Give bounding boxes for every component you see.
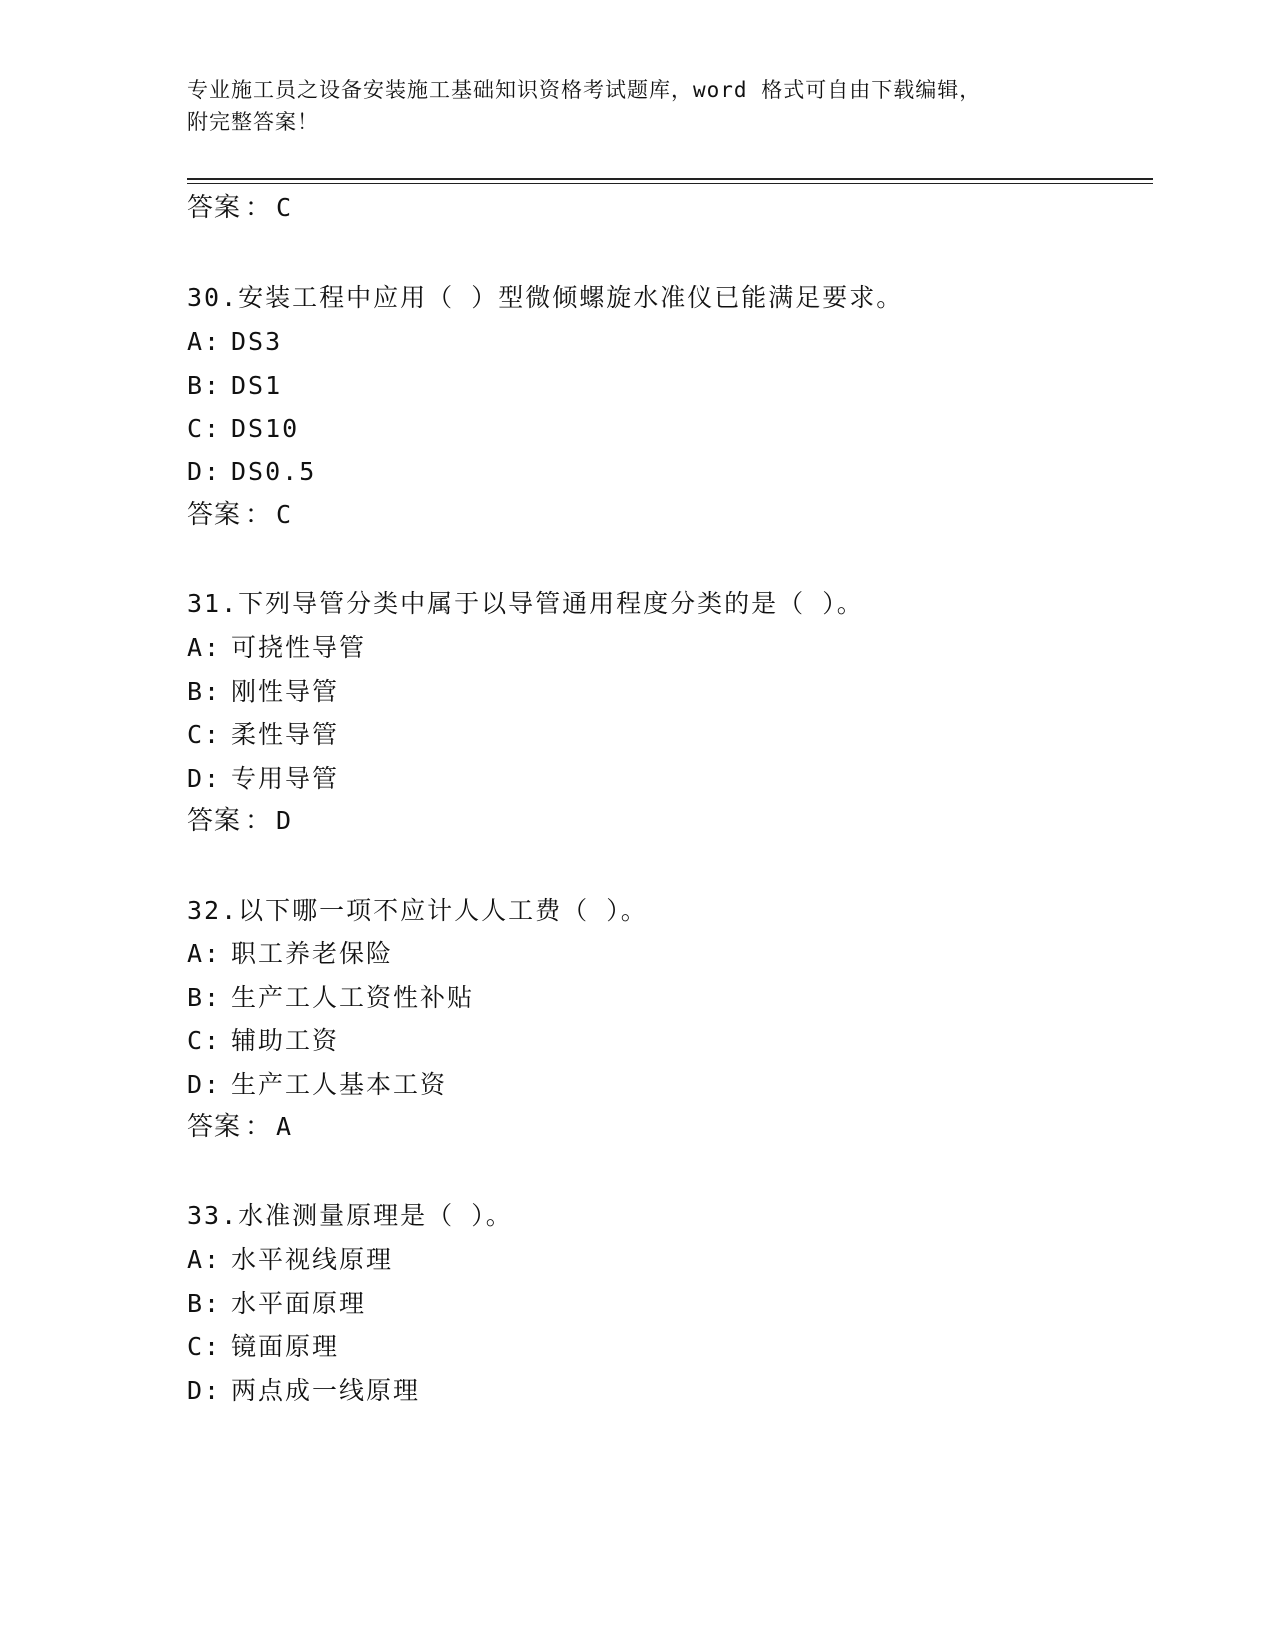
option-b (187, 1289, 366, 1319)
option-label: B: (187, 371, 222, 400)
question-stem: 33.水准测量原理是（ ）。 (187, 1201, 513, 1230)
option-text: 两点成一线原理 (231, 1376, 421, 1405)
option-label: D: (187, 1070, 222, 1099)
answer-colon: ： (245, 806, 273, 836)
answer-colon: ： (245, 1112, 273, 1142)
option-text: 职工养老保险 (231, 939, 394, 968)
question-stem: 30.安装工程中应用（ ）型微倾螺旋水准仪已能满足要求。 (187, 283, 904, 312)
header-divider-thin (187, 183, 1153, 184)
option-d (187, 1070, 447, 1100)
option-label: B: (187, 1289, 222, 1318)
option-c (187, 720, 339, 750)
answer-colon: ： (245, 500, 273, 530)
option-text: 水平视线原理 (231, 1245, 394, 1274)
option-a (187, 327, 282, 357)
option-label: C: (187, 720, 222, 749)
answer-label: 答案 (187, 1112, 242, 1142)
option-label: D: (187, 1376, 222, 1405)
option-text: 水平面原理 (231, 1289, 367, 1318)
option-c (187, 414, 299, 444)
header-line-2: 附完整答案！ (187, 110, 319, 134)
option-b (187, 677, 339, 707)
answer-line (187, 193, 292, 223)
option-label: D: (187, 457, 222, 486)
option-text: 柔性导管 (231, 720, 340, 749)
answer-line (187, 806, 292, 836)
answer-value: C (276, 193, 293, 222)
header-line-1: 专业施工员之设备安装施工基础知识资格考试题库，word 格式可自由下载编辑， (187, 78, 982, 102)
question-stem: 32.以下哪一项不应计人人工费（ ）。 (187, 896, 648, 925)
option-text: 专用导管 (231, 764, 340, 793)
question-stem: 31.下列导管分类中属于以导管通用程度分类的是（ ）。 (187, 589, 864, 618)
option-b (187, 371, 282, 401)
option-label: C: (187, 414, 222, 443)
option-label: B: (187, 983, 222, 1012)
option-text: 可挠性导管 (231, 633, 367, 662)
option-a (187, 633, 366, 663)
option-text: 辅助工资 (231, 1026, 340, 1055)
option-text: DS10 (231, 414, 300, 443)
option-label: A: (187, 327, 222, 356)
option-text: 刚性导管 (231, 677, 340, 706)
option-label: A: (187, 633, 222, 662)
option-label: A: (187, 939, 222, 968)
option-d (187, 764, 339, 794)
option-b (187, 983, 474, 1013)
option-d (187, 1376, 420, 1406)
option-label: B: (187, 677, 222, 706)
answer-value: D (276, 806, 293, 835)
document-header (187, 74, 1067, 138)
answer-label: 答案 (187, 193, 242, 223)
option-text: DS0.5 (231, 457, 317, 486)
option-a (187, 939, 393, 969)
option-label: C: (187, 1026, 222, 1055)
answer-line (187, 500, 292, 530)
answer-line (187, 1112, 292, 1142)
answer-value: A (276, 1112, 293, 1141)
option-text: 生产工人基本工资 (231, 1070, 448, 1099)
option-label: A: (187, 1245, 222, 1274)
option-label: D: (187, 764, 222, 793)
option-text: 镜面原理 (231, 1332, 340, 1361)
option-c (187, 1026, 339, 1056)
option-label: C: (187, 1332, 222, 1361)
option-text: DS3 (231, 327, 283, 356)
option-a (187, 1245, 393, 1275)
option-d (187, 457, 316, 487)
option-c (187, 1332, 339, 1362)
answer-colon: ： (245, 193, 273, 223)
answer-label: 答案 (187, 806, 242, 836)
answer-value: C (276, 500, 293, 529)
option-text: 生产工人工资性补贴 (231, 983, 475, 1012)
answer-label: 答案 (187, 500, 242, 530)
option-text: DS1 (231, 371, 283, 400)
header-divider (187, 178, 1153, 180)
